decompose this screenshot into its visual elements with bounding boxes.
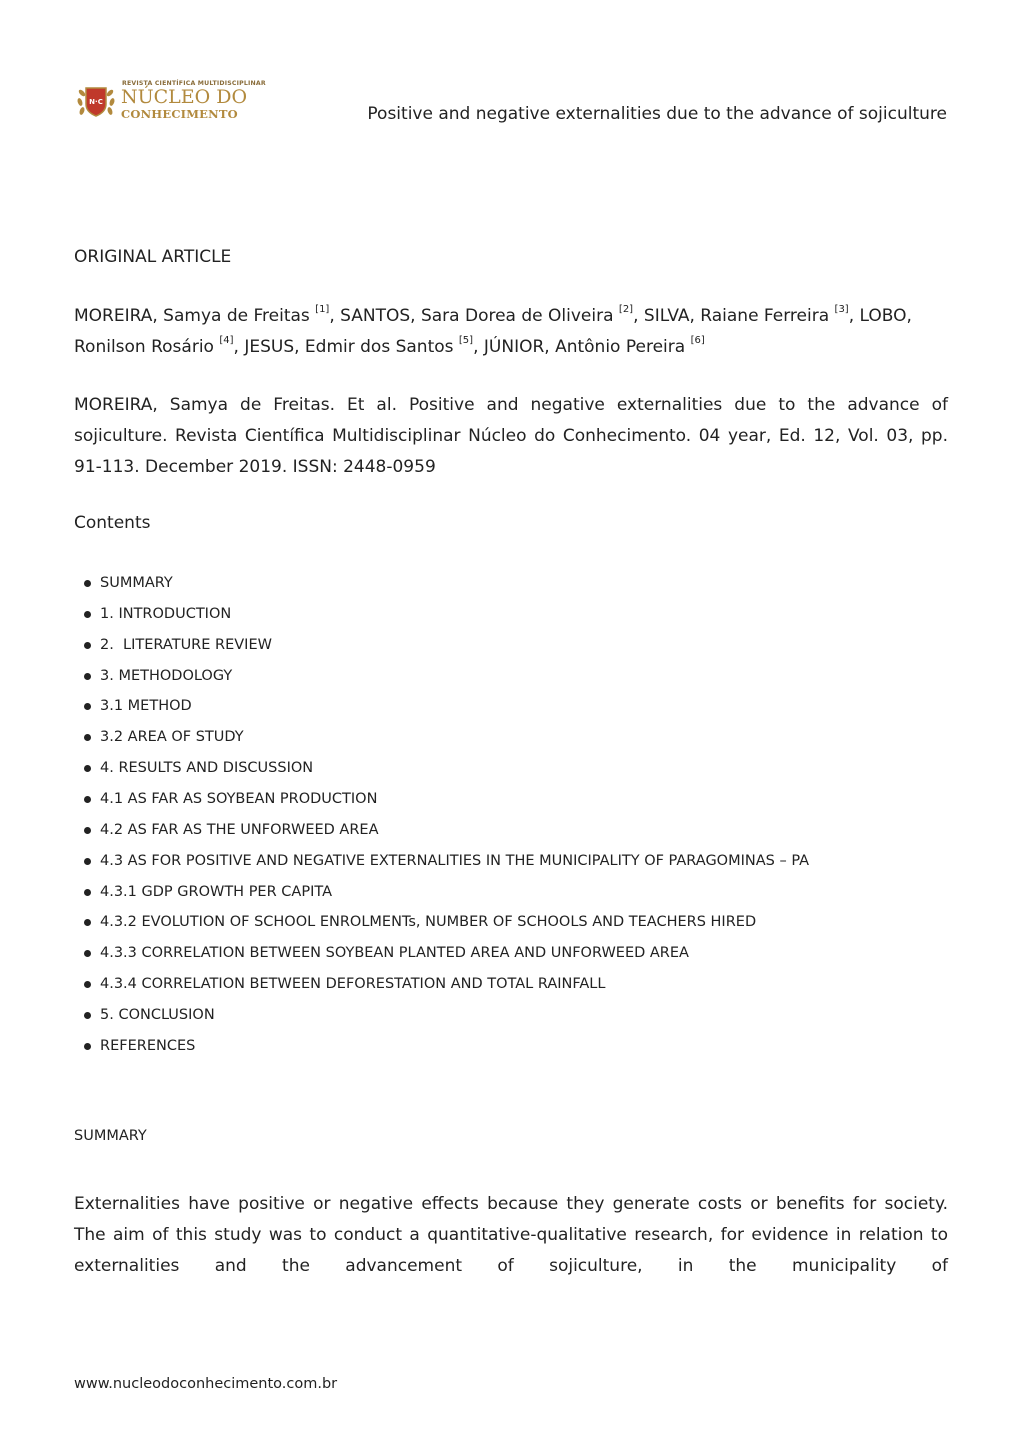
author-name: JESUS, Edmir dos Santos	[244, 337, 454, 357]
toc-item[interactable]: 2. LITERATURE REVIEW	[74, 630, 809, 661]
toc-item[interactable]: 4. RESULTS AND DISCUSSION	[74, 753, 809, 784]
author-name: SANTOS, Sara Dorea de Oliveira	[340, 306, 614, 326]
toc-item[interactable]: 4.3.3 CORRELATION BETWEEN SOYBEAN PLANTED AREA AND UNFORWEED AREA	[74, 938, 809, 969]
author-ref-link[interactable]: [4]	[219, 335, 234, 346]
summary-heading: SUMMARY	[74, 1128, 147, 1144]
running-header-title: Positive and negative externalities due to the advance of sojiculture	[367, 104, 947, 124]
author-name: JÚNIOR, Antônio Pereira	[483, 337, 686, 357]
author-name: SILVA, Raiane Ferreira	[643, 306, 830, 326]
logo-tagline: REVISTA CIENTÍFICA MULTIDISCIPLINAR	[122, 80, 266, 87]
toc-item[interactable]: 3.1 METHOD	[74, 691, 809, 722]
author-ref-link[interactable]: [2]	[618, 304, 634, 315]
summary-paragraph: Externalities have positive or negative effects because they generate costs or benefits for society. The aim of this study was to conduct a quantitative-qualitative research, for evidence in relation to externalities and the advancement of sojiculture, in the municipality of	[74, 1194, 948, 1276]
contents-heading: Contents	[74, 513, 151, 533]
article-type: ORIGINAL ARTICLE	[74, 247, 232, 267]
toc-item[interactable]: 4.1 AS FAR AS SOYBEAN PRODUCTION	[74, 784, 809, 815]
laurel-badge-icon	[74, 78, 118, 122]
toc-item[interactable]: 3.2 AREA OF STUDY	[74, 722, 809, 753]
logo-badge-text: N·C	[89, 98, 103, 106]
toc-item[interactable]: 4.3.1 GDP GROWTH PER CAPITA	[74, 877, 809, 908]
toc-item[interactable]: 1. INTRODUCTION	[74, 599, 809, 630]
logo-name-line2: CONHECIMENTO	[121, 107, 238, 121]
toc-item[interactable]: REFERENCES	[74, 1031, 809, 1062]
toc-item[interactable]: 3. METHODOLOGY	[74, 661, 809, 692]
author-name: LOBO, Ronilson Rosário	[74, 306, 912, 357]
toc-item[interactable]: 4.3 AS FOR POSITIVE AND NEGATIVE EXTERNALITIES IN THE MUNICIPALITY OF PARAGOMINAS – PA	[74, 846, 809, 877]
footer-website-link[interactable]: www.nucleodoconhecimento.com.br	[74, 1376, 338, 1392]
citation-text: MOREIRA, Samya de Freitas. Et al. Positive and negative externalities due to the advance of sojiculture. Revista Científica Multidisciplinar Núcleo do Conhecimento. 04 year, Ed. 12, Vol. 03, pp. 91-113. December 2019. ISSN: 2448-0959	[74, 395, 948, 477]
author-name: MOREIRA, Samya de Freitas	[74, 306, 310, 326]
author-ref-link[interactable]: [6]	[690, 335, 705, 346]
toc-item[interactable]: 4.3.4 CORRELATION BETWEEN DEFORESTATION AND TOTAL RAINFALL	[74, 969, 809, 1000]
logo-name-line1: NÚCLEO DO	[121, 86, 248, 108]
toc-item[interactable]: 4.2 AS FAR AS THE UNFORWEED AREA	[74, 815, 809, 846]
toc-item[interactable]: 4.3.2 EVOLUTION OF SCHOOL ENROLMENTs, NUMBER OF SCHOOLS AND TEACHERS HIRED	[74, 907, 809, 938]
journal-logo	[74, 78, 266, 122]
author-ref-link[interactable]: [1]	[315, 304, 330, 315]
toc-item[interactable]: 5. CONCLUSION	[74, 1000, 809, 1031]
author-ref-link[interactable]: [3]	[834, 304, 849, 315]
table-of-contents	[74, 568, 809, 1062]
toc-item[interactable]: SUMMARY	[74, 568, 809, 599]
author-ref-link[interactable]: [5]	[458, 335, 474, 346]
author-list: MOREIRA, Samya de Freitas [1], SANTOS, Sara Dorea de Oliveira [2], SILVA, Raiane Ferreira [3], LOBO, Ronilson Rosário [4], JESUS, Edmir dos Santos [5], JÚNIOR, Antônio Pereira [6]	[74, 304, 912, 357]
